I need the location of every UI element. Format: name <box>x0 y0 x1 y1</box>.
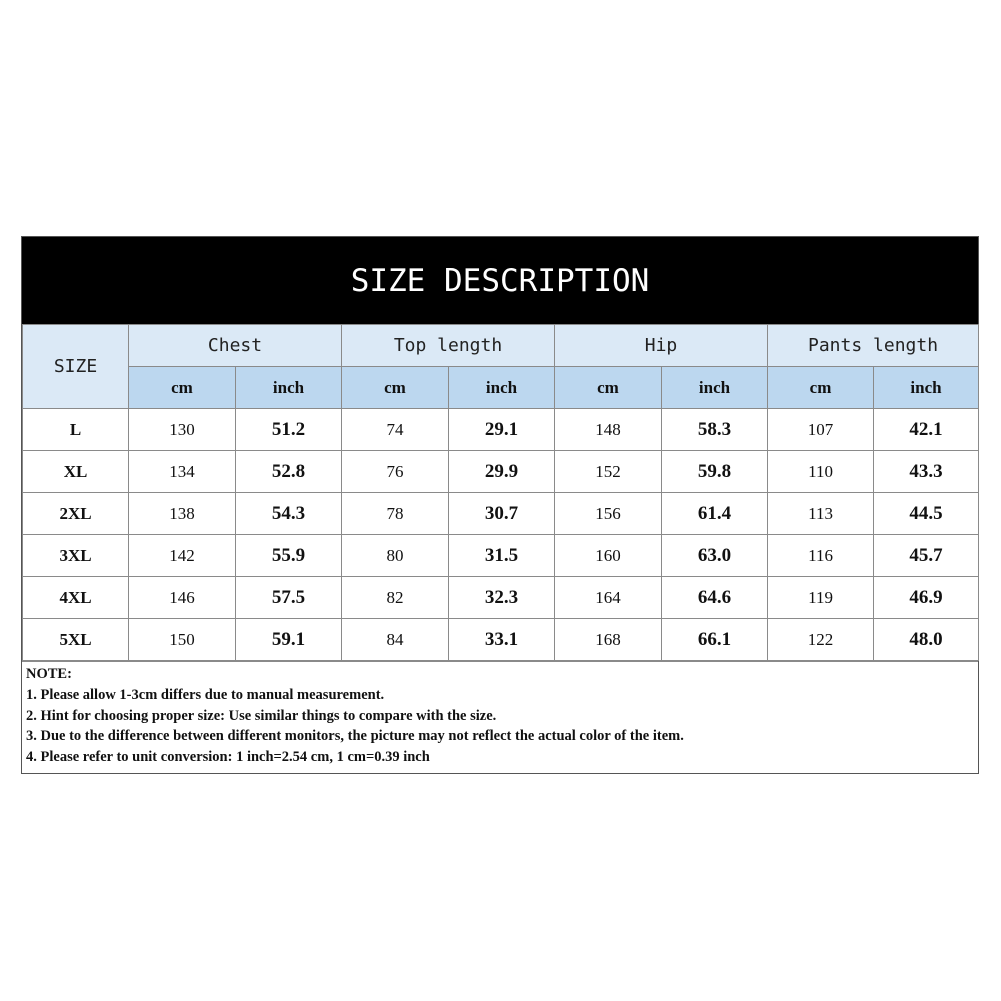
group-header-row <box>23 325 979 367</box>
size-table <box>22 324 979 661</box>
table-row <box>23 451 979 493</box>
inch-value-cell: 52.8 <box>236 451 342 493</box>
cm-value-cell: 76 <box>342 451 449 493</box>
table-row <box>23 493 979 535</box>
notes-heading: NOTE: <box>26 666 72 682</box>
cm-value-cell: 138 <box>129 493 236 535</box>
inch-value-cell: 46.9 <box>874 577 979 619</box>
inch-value-cell: 48.0 <box>874 619 979 661</box>
unit-header: inch <box>236 367 342 409</box>
cm-value-cell: 168 <box>555 619 662 661</box>
inch-value-cell: 59.8 <box>662 451 768 493</box>
cm-value-cell: 134 <box>129 451 236 493</box>
note-line: 1. Please allow 1-3cm differs due to manual measurement. <box>26 686 385 703</box>
inch-value-cell: 43.3 <box>874 451 979 493</box>
table-row <box>23 535 979 577</box>
inch-value-cell: 51.2 <box>236 409 342 451</box>
inch-value-cell: 55.9 <box>236 535 342 577</box>
cm-value-cell: 146 <box>129 577 236 619</box>
cm-value-cell: 164 <box>555 577 662 619</box>
size-label-cell: XL <box>23 451 129 493</box>
cm-value-cell: 150 <box>129 619 236 661</box>
unit-header-row <box>23 367 979 409</box>
group-header-top-length: Top length <box>342 325 555 367</box>
table-row <box>23 619 979 661</box>
inch-value-cell: 64.6 <box>662 577 768 619</box>
inch-value-cell: 42.1 <box>874 409 979 451</box>
inch-value-cell: 45.7 <box>874 535 979 577</box>
inch-value-cell: 54.3 <box>236 493 342 535</box>
group-header-hip: Hip <box>555 325 768 367</box>
cm-value-cell: 110 <box>768 451 874 493</box>
unit-header: cm <box>342 367 449 409</box>
cm-value-cell: 148 <box>555 409 662 451</box>
inch-value-cell: 31.5 <box>449 535 555 577</box>
size-column-header: SIZE <box>23 325 129 409</box>
size-rows <box>23 409 979 661</box>
size-label-cell: 4XL <box>23 577 129 619</box>
inch-value-cell: 30.7 <box>449 493 555 535</box>
size-label-cell: 2XL <box>23 493 129 535</box>
unit-header: inch <box>449 367 555 409</box>
inch-value-cell: 66.1 <box>662 619 768 661</box>
unit-header: inch <box>874 367 979 409</box>
table-row <box>23 577 979 619</box>
size-label-cell: 3XL <box>23 535 129 577</box>
chart-title-bar <box>22 237 978 324</box>
cm-value-cell: 78 <box>342 493 449 535</box>
cm-value-cell: 74 <box>342 409 449 451</box>
unit-header: inch <box>662 367 768 409</box>
unit-header: cm <box>768 367 874 409</box>
unit-header: cm <box>555 367 662 409</box>
inch-value-cell: 29.9 <box>449 451 555 493</box>
inch-value-cell: 61.4 <box>662 493 768 535</box>
cm-value-cell: 130 <box>129 409 236 451</box>
cm-value-cell: 160 <box>555 535 662 577</box>
inch-value-cell: 44.5 <box>874 493 979 535</box>
group-header-pants-length: Pants length <box>768 325 979 367</box>
inch-value-cell: 29.1 <box>449 409 555 451</box>
inch-value-cell: 33.1 <box>449 619 555 661</box>
size-label-cell: L <box>23 409 129 451</box>
unit-header: cm <box>129 367 236 409</box>
note-line: 4. Please refer to unit conversion: 1 inch=2.54 cm, 1 cm=0.39 inch <box>26 749 430 766</box>
size-chart <box>21 236 979 774</box>
cm-value-cell: 113 <box>768 493 874 535</box>
inch-value-cell: 32.3 <box>449 577 555 619</box>
inch-value-cell: 59.1 <box>236 619 342 661</box>
cm-value-cell: 152 <box>555 451 662 493</box>
inch-value-cell: 63.0 <box>662 535 768 577</box>
cm-value-cell: 156 <box>555 493 662 535</box>
size-label-cell: 5XL <box>23 619 129 661</box>
cm-value-cell: 107 <box>768 409 874 451</box>
note-line: 2. Hint for choosing proper size: Use similar things to compare with the size. <box>26 707 497 724</box>
chart-title: SIZE DESCRIPTION <box>350 262 650 299</box>
cm-value-cell: 122 <box>768 619 874 661</box>
table-row <box>23 409 979 451</box>
cm-value-cell: 82 <box>342 577 449 619</box>
cm-value-cell: 84 <box>342 619 449 661</box>
cm-value-cell: 116 <box>768 535 874 577</box>
cm-value-cell: 142 <box>129 535 236 577</box>
notes-section <box>22 661 978 773</box>
inch-value-cell: 57.5 <box>236 577 342 619</box>
cm-value-cell: 80 <box>342 535 449 577</box>
group-header-chest: Chest <box>129 325 342 367</box>
cm-value-cell: 119 <box>768 577 874 619</box>
note-line: 3. Due to the difference between different monitors, the picture may not reflect the actual color of the item. <box>26 728 684 745</box>
inch-value-cell: 58.3 <box>662 409 768 451</box>
